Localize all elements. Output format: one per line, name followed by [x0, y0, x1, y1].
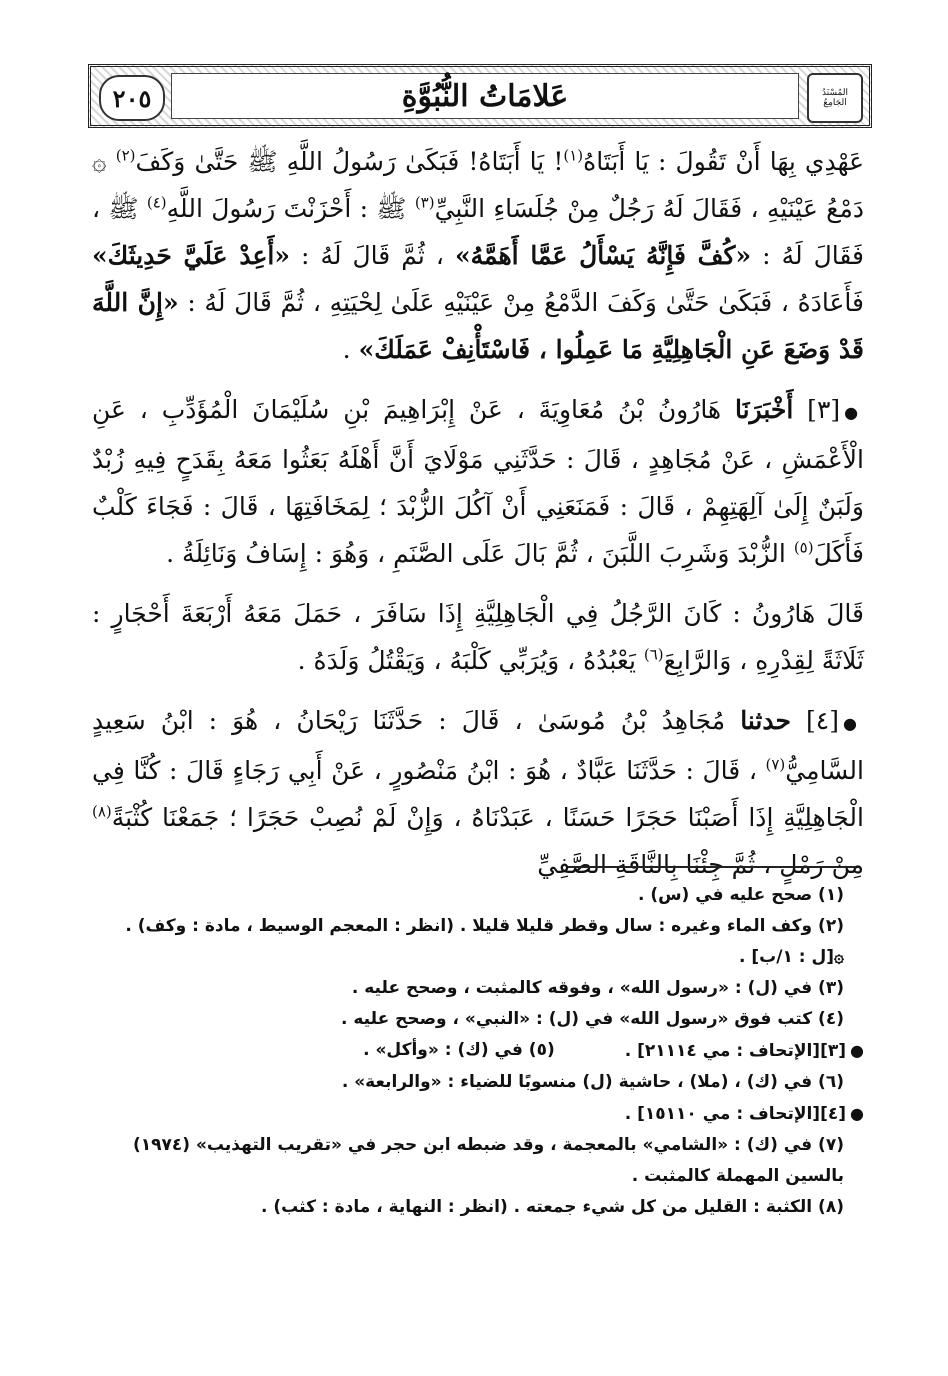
text-span: يَعْبُدُهُ ، وَيُرَبِّي كَلْبَهُ ، وَيَقْتُلُ وَلَدَهُ . [297, 646, 636, 675]
header-title-frame [171, 73, 799, 119]
bullet-icon: ● [844, 403, 865, 422]
text-span: ﷺ : أَحْزَنْتَ رَسُولَ اللَّهِ [166, 194, 407, 223]
footnote-2: (٢) وكف الماء وغيره : سال وقطر قليلا قليلا . (انظر : المعجم الوسيط ، مادة : وكف) . [125, 916, 844, 936]
page-title: عَلامَاتُ النُّبُوَّةِ [401, 78, 569, 114]
bullet-icon: ● [850, 1104, 864, 1123]
footnote-row-3-5 [92, 1035, 864, 1067]
footnote-ref: (٣) [414, 193, 435, 212]
footnotes [92, 880, 864, 1223]
lead-word: أَخْبَرَنَا [734, 395, 794, 424]
footnote-3: (٣) في (ل) : «رسول الله» ، وفوقه كالمثبت ، وصحح عليه . [351, 978, 844, 998]
text-span: فَأَعَادَهُ ، فَبَكَىٰ حَتَّىٰ وَكَفَ الدَّمْعُ مِنْ عَيْنَيْهِ عَلَىٰ لِحْيَتِهِ ، ثُمَّ قَالَ لَهُ : [187, 288, 864, 317]
footnote-ref: (٤) [146, 193, 167, 212]
hadith-number: [٤] [805, 706, 839, 735]
itthaf-ref-4 [92, 1098, 864, 1130]
text-span: ۞ دَمْعُ عَيْنَيْهِ ، فَقَالَ لَهُ رَجُلٌ مِنْ جُلَسَاءِ النَّبِيِّ [92, 147, 864, 223]
footnote-ref: (٢) [115, 146, 136, 165]
text-span: . [342, 335, 351, 364]
footnote-ref: (٦) [643, 645, 664, 664]
quote-span: «أَعِدْ عَلَيَّ حَدِيثَكَ» [92, 241, 290, 270]
footnote-ref: (١) [563, 146, 584, 165]
paragraph-3 [92, 590, 864, 684]
page-number-text: ٢٠٥ [112, 83, 152, 113]
paragraph-2 [92, 386, 864, 577]
main-text [92, 138, 864, 888]
text-span: ! يَا أَبَتَاهُ! فَبَكَىٰ رَسُولُ اللَّهِ ﷺ حَتَّىٰ وَكَفَ [135, 147, 564, 176]
bullet-icon: ● [842, 714, 864, 733]
itthaf-text: [٤][الإتحاف : مي ١٥١١٠] . [624, 1104, 847, 1124]
footnote-divider [568, 866, 856, 868]
footnote-5: (٥) في (ك) : «وأكل» . [363, 1040, 555, 1060]
bullet-icon: ● [850, 1041, 864, 1060]
text-span: ﷺ ، فَقَالَ لَهُ : [92, 194, 864, 270]
itthaf-ref-3 [625, 1035, 864, 1067]
footnote-6: (٦) في (ك) ، (ملا) ، حاشية (ل) منسوبًا للضياء : «والرابعة» . [341, 1072, 844, 1092]
paragraph-4 [92, 697, 864, 888]
text-span: عَهْدِي بِهَا أَنْ تَقُولَ : يَا أَبَتَاهُ [583, 147, 865, 176]
emblem-text: المُسْنَدُ الجَامِعُ [822, 88, 848, 108]
lead-word: حدثنا [740, 706, 791, 735]
text-span: هَارُونُ بْنُ مُعَاوِيَةَ ، عَنْ إِبْرَاهِيمَ بْنِ سُلَيْمَانَ الْمُؤَدِّبِ ، عَنِ الْأَعْمَشِ ، عَنْ مُجَاهِدٍ ، قَالَ : حَدَّثَنِي مَوْلَايَ أَنَّ أَهْلَهُ بَعَثُوا مَعَهُ بِقَدَحٍ فِيهِ زُبْدٌ وَلَبَنٌ إِلَىٰ آلِهَتِهِمْ ، قَالَ : فَمَنَعَنِي أَنْ آكُلَ الزُّبْدَ ؛ لِمَخَافَتِهَا ، قَالَ : فَجَاءَ كَلْبٌ فَأَكَلَ [92, 395, 864, 568]
text-span: قَالَ هَارُونُ : كَانَ الرَّجُلُ فِي الْجَاهِلِيَّةِ إِذَا سَافَرَ ، حَمَلَ مَعَهُ أَرْبَعَةَ أَحْجَارٍ : ثَلَاثَةً لِقِدْرِهِ ، وَالرَّابِعَ [92, 599, 864, 675]
paragraph-1 [92, 138, 864, 373]
footnote-4: (٤) كتب فوق «رسول الله» في (ل) : «النبي» ، وصحح عليه . [341, 1009, 844, 1029]
quote-span: «كُفَّ فَإِنَّهُ يَسْأَلُ عَمَّا أَهَمَّهُ» [454, 241, 752, 270]
text-span: ، ثُمَّ قَالَ لَهُ : [301, 241, 444, 270]
book-emblem [807, 73, 863, 123]
text-span: مِنْ رَمْلٍ ، ثُمَّ جِئْنَا بِالنَّاقَةِ الصَّفِيِّ [537, 850, 864, 879]
footnote-8: (٨) الكثبة : القليل من كل شيء جمعته . (انظر : النهاية ، مادة : كثب) . [261, 1197, 844, 1217]
footnote-1: (١) صحح عليه في (س) . [637, 885, 844, 905]
text-span: ، قَالَ : حَدَّثَنَا عَبَّادٌ ، هُوَ : ابْنُ مَنْصُورٍ ، عَنْ أَبِي رَجَاءٍ قَالَ : كُنَّا فِي الْجَاهِلِيَّةِ إِذَا أَصَبْنَا حَجَرًا حَسَنًا ، عَبَدْنَاهُ ، وَإِنْ لَمْ نُصِبْ حَجَرًا ؛ جَمَعْنَا كُثْبَةً [92, 756, 864, 832]
footnote-ref: (٧) [765, 755, 786, 774]
text-span: مُجَاهِدُ بْنُ مُوسَىٰ ، قَالَ : حَدَّثَنَا رَيْحَانُ ، هُوَ : ابْنُ سَعِيدٍ السَّامِيُّ [92, 706, 864, 785]
hadith-number: [٣] [807, 395, 841, 424]
quote-span: «إِنَّ اللَّهَ قَدْ وَضَعَ عَنِ الْجَاهِلِيَّةِ مَا عَمِلُوا ، فَاسْتَأْنِفْ عَمَلَكَ» [92, 288, 864, 364]
page-header [88, 64, 872, 128]
page-number [99, 75, 165, 121]
footnote-ref: (٨) [92, 802, 112, 821]
text-span: الزُّبْدَ وَشَرِبَ اللَّبَنَ ، ثُمَّ بَالَ عَلَى الصَّنَمِ ، وَهُوَ : إِسَافُ وَنَائِلَةُ . [166, 539, 786, 568]
footnote-ref: (٥) [793, 538, 814, 557]
footnote-7: (٧) في (ك) : «الشامي» بالمعجمة ، وقد ضبطه ابن حجر في «تقريب التهذيب» (١٩٧٤) بالسين المهملة كالمثبت . [132, 1135, 844, 1186]
itthaf-text: [٣][الإتحاف : مي ٢١١١٤] . [624, 1041, 847, 1061]
footnote-page-ref: ۞[ل : ١/ب] . [739, 947, 844, 967]
